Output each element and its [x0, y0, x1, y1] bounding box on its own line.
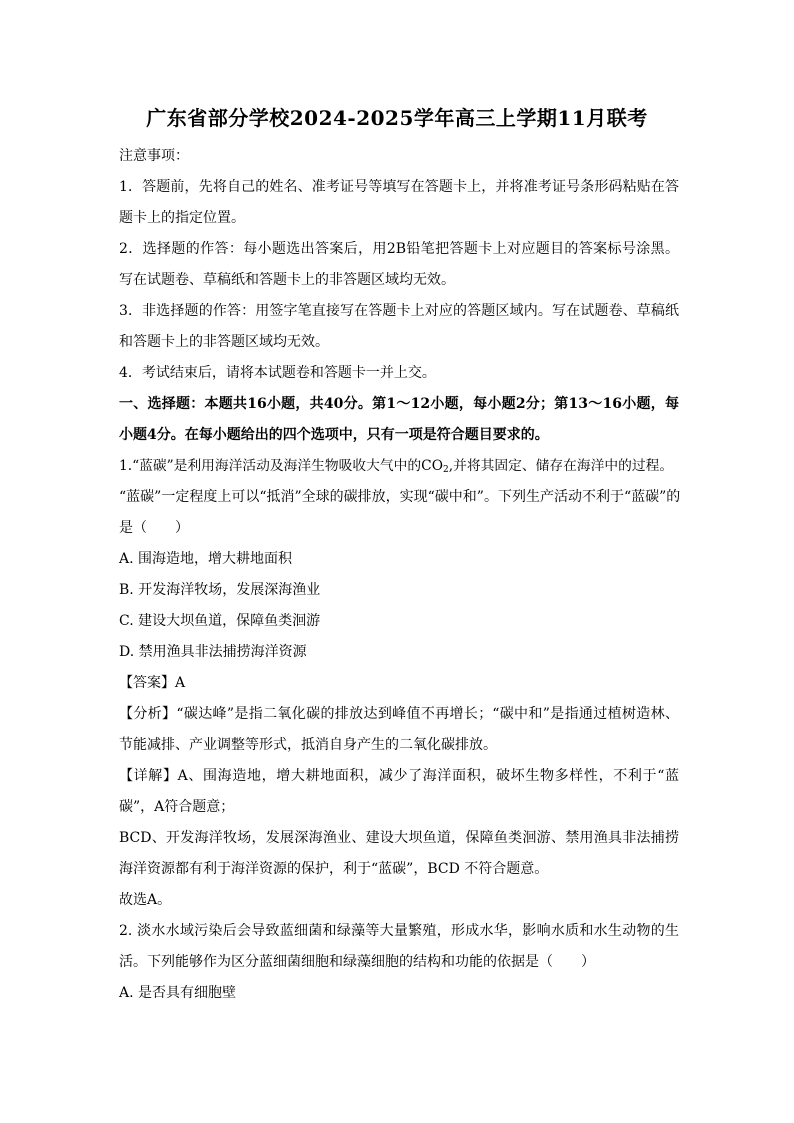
- question-1-stem-line-1: [119, 456, 679, 476]
- question-1-stem-line-3: 是（ ）: [119, 520, 189, 536]
- page-title: 广东省部分学校2024-2025学年高三上学期11月联考: [146, 106, 648, 130]
- question-1-option-d: D. 禁用渔具非法捕捞海洋资源: [119, 644, 307, 660]
- question-1-detail-line-1: 【详解】A、围海造地，增大耕地面积，减少了海洋面积，破坏生物多样性，不利于“蓝: [119, 768, 679, 784]
- notice-heading: 注意事项：: [119, 148, 189, 164]
- question-1-answer: 【答案】A: [119, 675, 186, 691]
- question-1-stem-part-b: ,并将其固定、储存在海洋中的过程。: [448, 458, 674, 474]
- notice-item-3-line-2: 和答题卡上的非答题区域均无效。: [119, 334, 329, 350]
- question-2-stem-line-1: 2. 淡水水域污染后会导致蓝细菌和绿藻等大量繁殖，形成水华，影响水质和水生动物的生: [119, 923, 679, 939]
- question-1-option-b: B. 开发海洋牧场，发展深海渔业: [119, 582, 321, 598]
- question-1-option-c: C. 建设大坝鱼道，保障鱼类洄游: [119, 613, 321, 629]
- question-1-conclusion: 故选A。: [119, 892, 172, 908]
- question-1-detail-line-3: BCD、开发海洋牧场，发展深海渔业、建设大坝鱼道，保障鱼类洄游、禁用渔具非法捕捞: [119, 830, 679, 846]
- question-1-detail-line-4: 海洋资源都有利于海洋资源的保护，利于“蓝碳”，BCD 不符合题意。: [119, 861, 549, 877]
- section-1-heading-line-1: 一、选择题：本题共16小题，共40分。第1～12小题，每小题2分；第13～16小题，每: [119, 396, 679, 412]
- notice-item-4: 4．考试结束后，请将本试题卷和答题卡一并上交。: [119, 365, 436, 381]
- notice-item-1-line-1: 1．答题前，先将自己的姓名、准考证号等填写在答题卡上，并将准考证号条形码粘贴在答: [119, 179, 679, 195]
- notice-item-2-line-1: 2．选择题的作答：每小题选出答案后，用2B铅笔把答题卡上对应题目的答案标号涂黑。: [119, 241, 679, 257]
- question-1-detail-line-2: 碳”，A符合题意；: [119, 799, 235, 815]
- notice-item-2-line-2: 写在试题卷、草稿纸和答题卡上的非答题区域均无效。: [119, 272, 455, 288]
- question-1-stem-part-a: 1.“蓝碳”是利用海洋活动及海洋生物吸收大气中的CO: [119, 458, 443, 474]
- notice-item-1-line-2: 题卡上的指定位置。: [119, 210, 245, 226]
- question-2-option-a: A. 是否具有细胞壁: [119, 985, 237, 1001]
- question-1-option-a: A. 围海造地，增大耕地面积: [119, 551, 293, 567]
- question-1-analysis-line-1: 【分析】“碳达峰”是指二氧化碳的排放达到峰值不再增长；“碳中和”是指通过植树造林、: [119, 706, 679, 722]
- notice-item-3-line-1: 3．非选择题的作答：用签字笔直接写在答题卡上对应的答题区域内。写在试题卷、草稿纸: [119, 303, 679, 319]
- question-1-stem-line-2: “蓝碳”一定程度上可以“抵消”全球的碳排放，实现“碳中和”。下列生产活动不利于“蓝碳”的: [119, 489, 681, 505]
- question-1-analysis-line-2: 节能减排、产业调整等形式，抵消自身产生的二氧化碳排放。: [119, 737, 497, 753]
- question-2-stem-line-2: 活。下列能够作为区分蓝细菌细胞和绿藻细胞的结构和功能的依据是（ ）: [119, 954, 595, 970]
- co2-subscript: 2: [442, 465, 449, 475]
- section-1-heading-line-2: 小题4分。在每小题给出的四个选项中，只有一项是符合题目要求的。: [119, 427, 549, 443]
